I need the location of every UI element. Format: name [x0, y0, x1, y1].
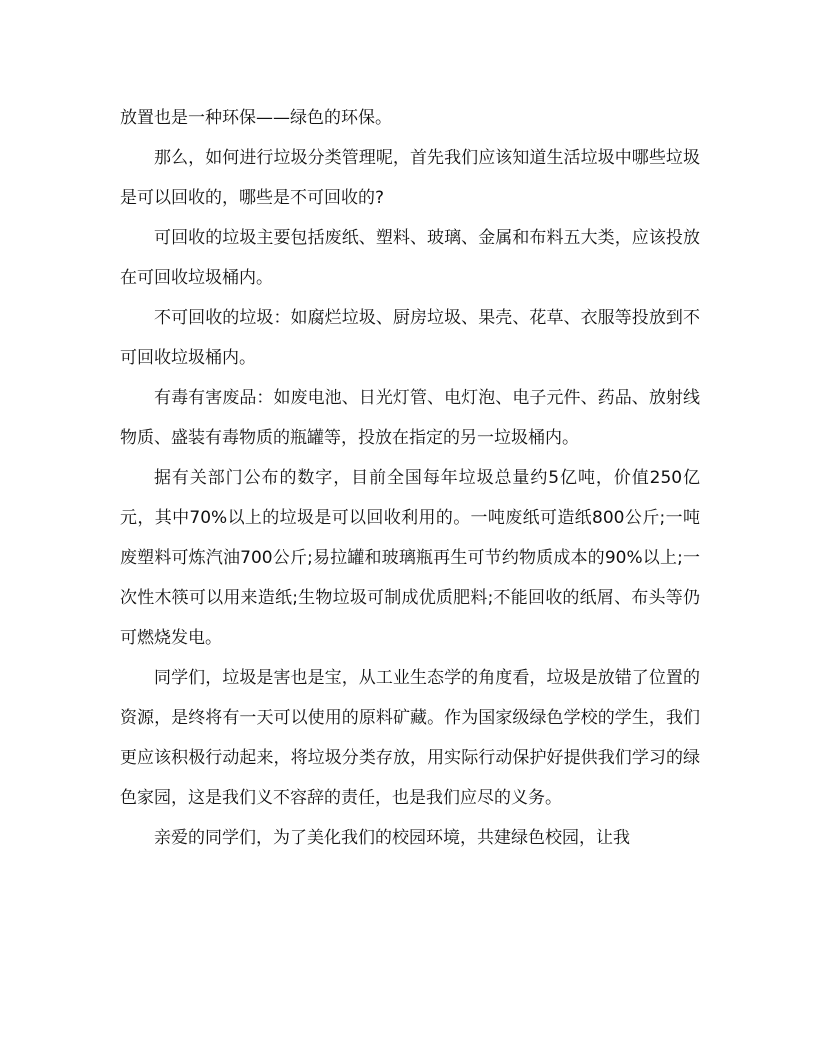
paragraph-statistics: 据有关部门公布的数字，目前全国每年垃圾总量约5亿吨，价值250亿元，其中70%以上的垃圾是可以回收利用的。一吨废纸可造纸800公斤;一吨废塑料可炼汽油700公斤;易拉罐和玻璃瓶再生可节约物质成本的90%以上;一次性木筷可以用来造纸;生物垃圾可制成优质肥料;不能回收的纸屑、布头等仍可燃烧发电。: [120, 468, 700, 648]
paragraph-closing: 亲爱的同学们，为了美化我们的校园环境，共建绿色校园，让我: [154, 828, 630, 848]
document-body: [120, 98, 700, 858]
paragraph-call-to-action: 同学们，垃圾是害也是宝，从工业生态学的角度看，垃圾是放错了位置的资源，是终将有一天可以使用的原料矿藏。作为国家级绿色学校的学生，我们更应该积极行动起来，将垃圾分类存放，用实际行动保护好提供我们学习的绿色家园，这是我们义不容辞的责任，也是我们应尽的义务。: [120, 668, 700, 808]
paragraph-non-recyclable: 不可回收的垃圾：如腐烂垃圾、厨房垃圾、果壳、花草、衣服等投放到不可回收垃圾桶内。: [120, 308, 700, 368]
paragraph-hazardous: 有毒有害废品：如废电池、日光灯管、电灯泡、电子元件、药品、放射线物质、盛装有毒物质的瓶罐等，投放在指定的另一垃圾桶内。: [120, 388, 700, 448]
paragraph-recyclable: 可回收的垃圾主要包括废纸、塑料、玻璃、金属和布料五大类，应该投放在可回收垃圾桶内。: [120, 228, 700, 288]
paragraph-how-to-sort: 那么，如何进行垃圾分类管理呢，首先我们应该知道生活垃圾中哪些垃圾是可以回收的，哪些是不可回收的?: [120, 148, 700, 208]
paragraph-continuation: 放置也是一种环保——绿色的环保。: [120, 108, 392, 128]
